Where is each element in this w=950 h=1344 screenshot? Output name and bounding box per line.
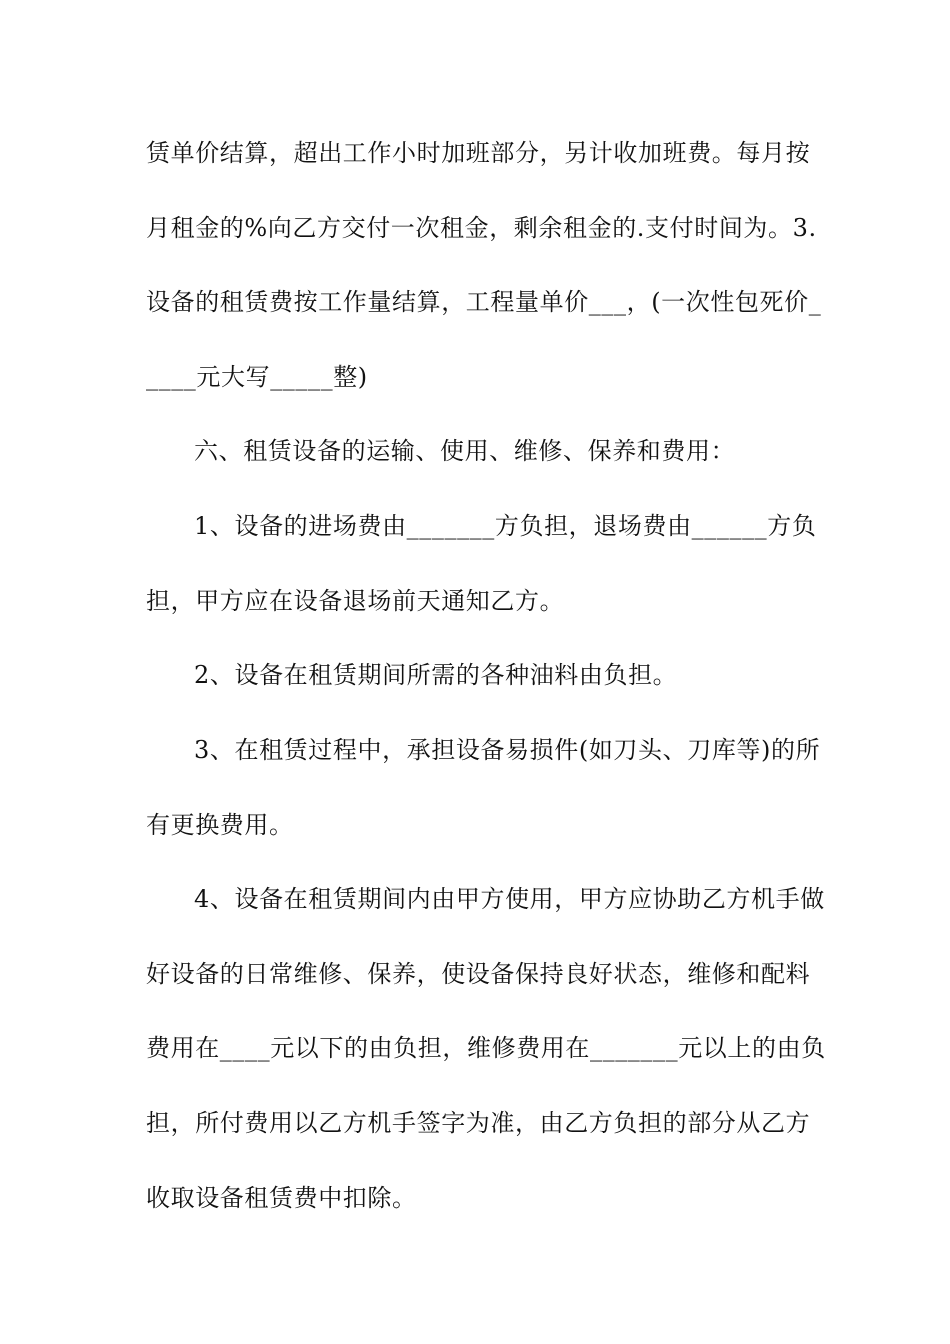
clause-4-line-1: 4、设备在租赁期间内由甲方使用，甲方应协助乙方机手做	[194, 885, 825, 913]
clause-4-line-2: 好设备的日常维修、保养，使设备保持良好状态，维修和配料	[146, 960, 811, 988]
text-line-1: 赁单价结算，超出工作小时加班部分，另计收加班费。每月按	[146, 139, 811, 167]
section-heading-6: 六、租赁设备的运输、使用、维修、保养和费用：	[194, 437, 736, 465]
clause-4-line-4: 担，所付费用以乙方机手签字为准，由乙方负担的部分从乙方	[146, 1109, 811, 1137]
clause-3-line-1: 3、在租赁过程中，承担设备易损件(如刀头、刀库等)的所	[194, 736, 821, 764]
clause-3-line-2: 有更换费用。	[146, 811, 294, 839]
text-line-2: 月租金的%向乙方交付一次租金，剩余租金的.支付时间为。3.	[146, 214, 817, 242]
clause-4-line-3: 费用在____元以下的由负担，维修费用在_______元以上的由负	[146, 1034, 826, 1062]
clause-4-line-5: 收取设备租赁费中扣除。	[146, 1184, 417, 1212]
text-line-3: 设备的租赁费按工作量结算，工程量单价___，(一次性包死价_	[146, 288, 822, 316]
clause-2: 2、设备在租赁期间所需的各种油料由负担。	[194, 661, 678, 689]
text-line-4: ____元大写_____整)	[146, 363, 368, 391]
clause-1-line-1: 1、设备的进场费由_______方负担，退场费由______方负	[194, 512, 817, 540]
clause-1-line-2: 担，甲方应在设备退场前天通知乙方。	[146, 587, 565, 615]
